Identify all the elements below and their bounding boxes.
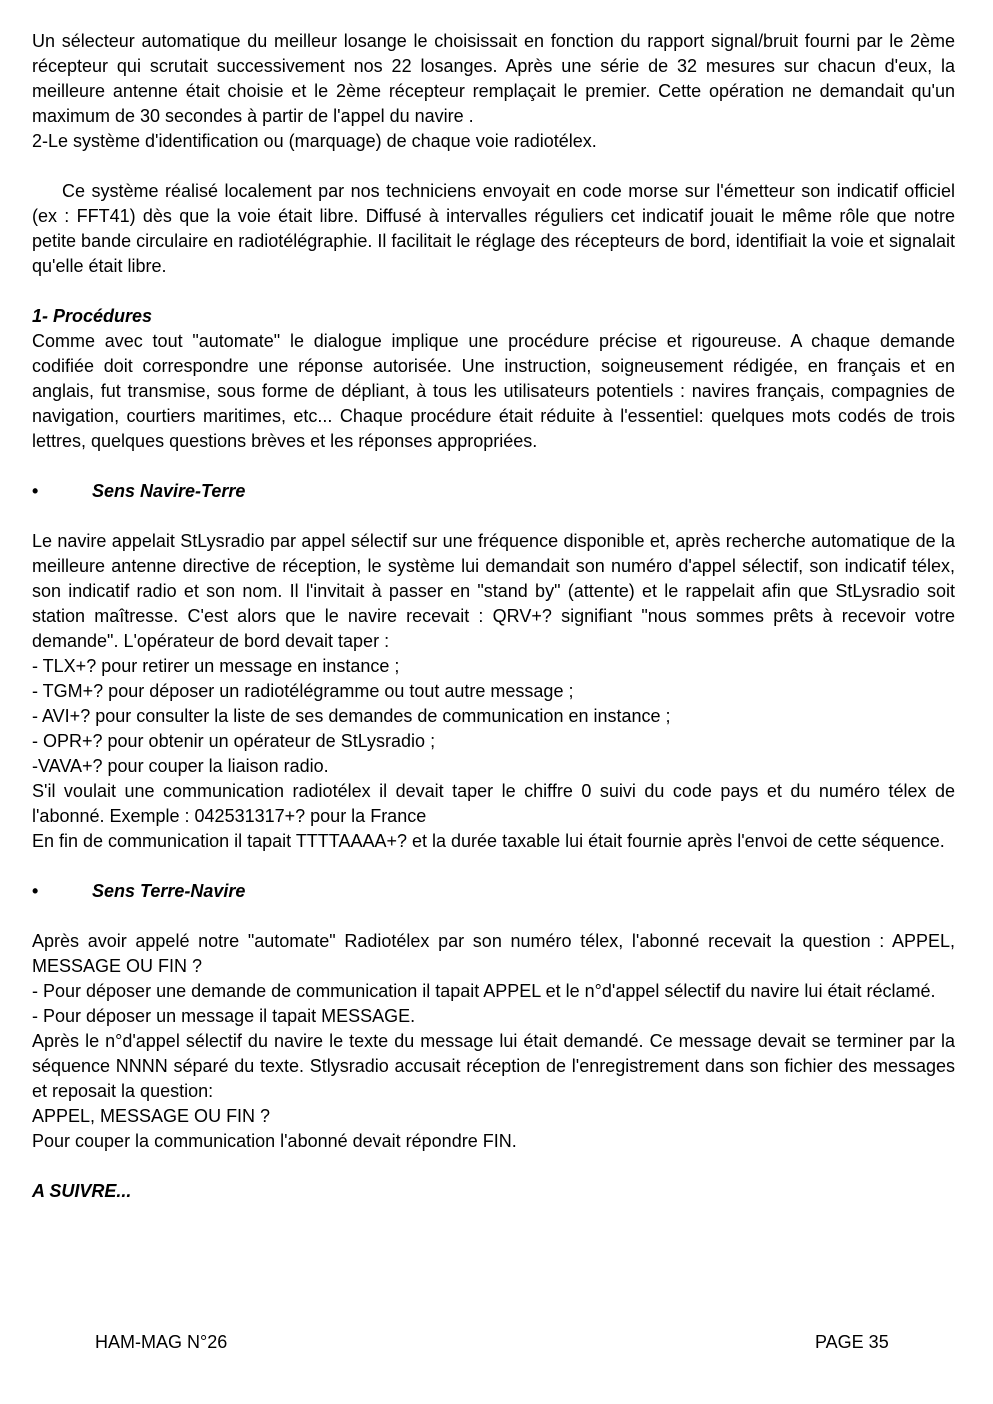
paragraph-question: APPEL, MESSAGE OU FIN ? bbox=[32, 1106, 271, 1126]
list-item: -VAVA+? pour couper la liaison radio. bbox=[32, 756, 329, 776]
paragraph-morse-system: Ce système réalisé localement par nos techniciens envoyait en code morse sur l'émetteur son indicatif officiel (ex : FFT41) dès que la voie était libre. Diffusé à intervalles réguliers cet indicatif jouait le même rôle que notre petite bande circulaire en radiotélégraphie. Il facilitait le réglage des récepteurs de bord, identifiait la voie et signalait qu'elle était libre. bbox=[32, 181, 955, 276]
footer-magazine-issue: HAM-MAG N°26 bbox=[95, 1332, 228, 1352]
list-item: - TLX+? pour retirer un message en instance ; bbox=[32, 656, 400, 676]
spacer bbox=[32, 1154, 955, 1179]
paragraph-message: - Pour déposer un message il tapait MESSAGE. bbox=[32, 1006, 416, 1026]
list-item: - AVI+? pour consulter la liste de ses demandes de communication en instance ; bbox=[32, 706, 671, 726]
bullet-icon: • bbox=[32, 881, 39, 901]
article-body bbox=[32, 29, 955, 1204]
footer-page-number: PAGE 35 bbox=[815, 1332, 889, 1352]
list-item: - OPR+? pour obtenir un opérateur de StLysradio ; bbox=[32, 731, 436, 751]
bullet-heading-shore-to-ship bbox=[32, 879, 955, 904]
section-heading-procedures: 1- Procédures bbox=[32, 306, 153, 326]
bullet-icon: • bbox=[32, 481, 39, 501]
spacer bbox=[32, 904, 955, 929]
spacer bbox=[32, 154, 955, 179]
bullet-heading-label: Sens Navire-Terre bbox=[92, 481, 246, 501]
paragraph-message-text: Après le n°d'appel sélectif du navire le texte du message lui était demandé. Ce message devait se terminer par la séquence NNNN séparé du texte. Stlysradio accusait réception de l'enregistrement dans son fichier des messages et reposait la question: bbox=[32, 1031, 955, 1101]
paragraph-end-of-call: En fin de communication il tapait TTTTAAAA+? et la durée taxable lui était fournie après l'envoi de cette séquence. bbox=[32, 831, 945, 851]
bullet-heading-ship-to-shore bbox=[32, 479, 955, 504]
paragraph-radiotelex: S'il voulait une communication radiotélex il devait taper le chiffre 0 suivi du code pays et du numéro télex de l'abonné. Exemple : 042531317+? pour la France bbox=[32, 781, 955, 826]
spacer bbox=[32, 854, 955, 879]
paragraph-fin: Pour couper la communication l'abonné devait répondre FIN. bbox=[32, 1131, 517, 1151]
spacer bbox=[32, 279, 955, 304]
paragraph-ship-call: Le navire appelait StLysradio par appel sélectif sur une fréquence disponible et, après recherche automatique de la meilleure antenne directive de réception, le système lui demandait son numéro d'appel sélectif, son indicatif télex, son indicatif radio et son nom. Il l'invitait à passer en "stand by" (attente) et le rappelait afin que StLysradio soit station maîtresse. C'est alors que le navire recevait : QRV+? signifiant "nous sommes prêts à recevoir votre demande". L'opérateur de bord devait taper : bbox=[32, 531, 955, 651]
paragraph-appel: - Pour déposer une demande de communication il tapait APPEL et le n°d'appel sélectif du navire lui était réclamé. bbox=[32, 981, 936, 1001]
paragraph-identification-title: 2-Le système d'identification ou (marquage) de chaque voie radiotélex. bbox=[32, 131, 597, 151]
to-be-continued: A SUIVRE... bbox=[32, 1181, 132, 1201]
paragraph-procedures: Comme avec tout "automate" le dialogue implique une procédure précise et rigoureuse. A chaque demande codifiée doit correspondre une réponse autorisée. Une instruction, soigneusement rédigée, en français et en anglais, fut transmise, sous forme de dépliant, à tous les utilisateurs potentiels : navires français, compagnies de navigation, courtiers maritimes, etc... Chaque procédure était réduite à l'essentiel: quelques mots codés de trois lettres, quelques questions brèves et les réponses appropriées. bbox=[32, 331, 955, 451]
spacer bbox=[32, 504, 955, 529]
paragraph-subscriber-call: Après avoir appelé notre "automate" Radiotélex par son numéro télex, l'abonné recevait la question : APPEL, MESSAGE OU FIN ? bbox=[32, 931, 955, 976]
list-item: - TGM+? pour déposer un radiotélégramme ou tout autre message ; bbox=[32, 681, 574, 701]
paragraph-selector: Un sélecteur automatique du meilleur losange le choisissait en fonction du rapport signal/bruit fourni par le 2ème récepteur qui scrutait successivement nos 22 losanges. Après une série de 32 mesures sur chacun d'eux, la meilleure antenne était choisie et le 2ème récepteur remplaçait le premier. Cette opération ne demandait qu'un maximum de 30 secondes à partir de l'appel du navire . bbox=[32, 31, 955, 126]
bullet-heading-label: Sens Terre-Navire bbox=[92, 881, 246, 901]
spacer bbox=[32, 454, 955, 479]
